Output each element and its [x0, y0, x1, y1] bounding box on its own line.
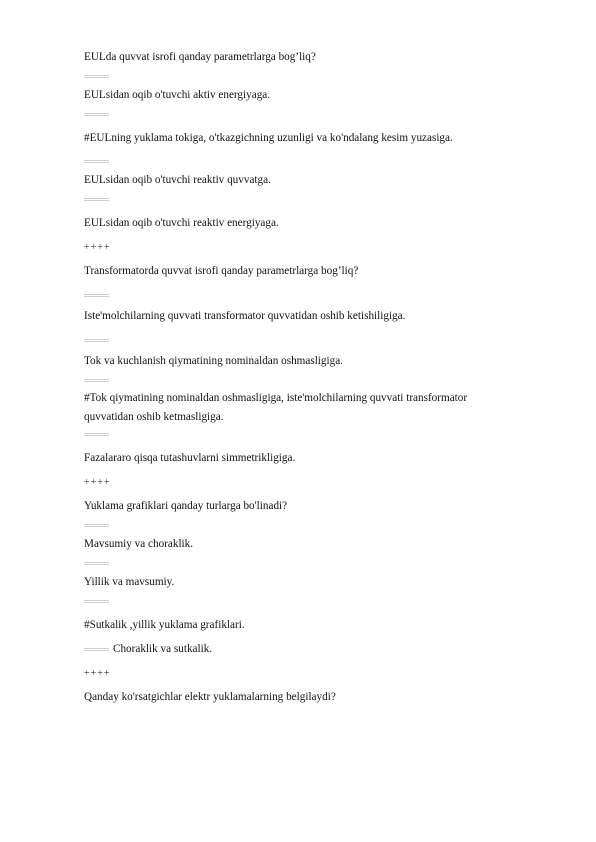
separator	[84, 333, 514, 348]
answer-option: EULsidan oqib o'tuvchi reaktiv quvvatga.	[84, 174, 271, 186]
answer-option: Choraklik va sutkalik.	[113, 643, 213, 655]
separator	[84, 154, 514, 169]
question-divider: ++++	[84, 668, 111, 679]
answer-option: EULsidan oqib o'tuvchi reaktiv energiyaga.	[84, 217, 279, 229]
answer-option-correct: #EULning yuklama tokiga, o'tkazgichning uzunligi va ko'ndalang kesim yuzasiga.	[84, 132, 453, 144]
question-text: Yuklama grafiklari qanday turlarga bo'linadi?	[84, 500, 288, 512]
document-content	[84, 50, 514, 705]
question-divider: ++++	[84, 242, 111, 253]
separator	[84, 648, 109, 651]
separator	[84, 69, 514, 84]
answer-option: Tok va kuchlanish qiymatining nominaldan oshmasligiga.	[84, 355, 343, 367]
answer-option-correct: #Tok qiymatining nominaldan oshmasligiga, iste'molchilarning quvvati transformator quvvatidan oshib ketmasligiga.	[84, 392, 468, 423]
separator	[84, 107, 514, 122]
question-text: Qanday ko'rsatgichlar elektr yuklamalarning belgilaydi?	[84, 691, 336, 703]
separator	[84, 556, 514, 571]
separator	[84, 427, 514, 442]
question-divider: ++++	[84, 477, 111, 488]
separator	[84, 518, 514, 533]
answer-option: Mavsumiy va choraklik.	[84, 538, 194, 550]
answer-option: EULsidan oqib o'tuvchi aktiv energiyaga.	[84, 89, 271, 101]
answer-option-correct: #Sutkalik ,yillik yuklama grafiklari.	[84, 619, 245, 631]
separator	[84, 288, 514, 303]
question-text: EULda quvvat isrofi qanday parametrlarga bog’liq?	[84, 51, 316, 63]
separator	[84, 594, 514, 609]
answer-option: Yillik va mavsumiy.	[84, 576, 175, 588]
separator	[84, 373, 514, 388]
separator	[84, 192, 514, 207]
answer-option: Iste'molchilarning quvvati transformator quvvatidan oshib ketishiligiga.	[84, 310, 406, 322]
question-text: Transformatorda quvvat isrofi qanday parametrlarga bog’liq?	[84, 265, 359, 277]
separator-with-answer	[84, 642, 514, 657]
answer-option: Fazalararo qisqa tutashuvlarni simmetrikligiga.	[84, 452, 296, 464]
